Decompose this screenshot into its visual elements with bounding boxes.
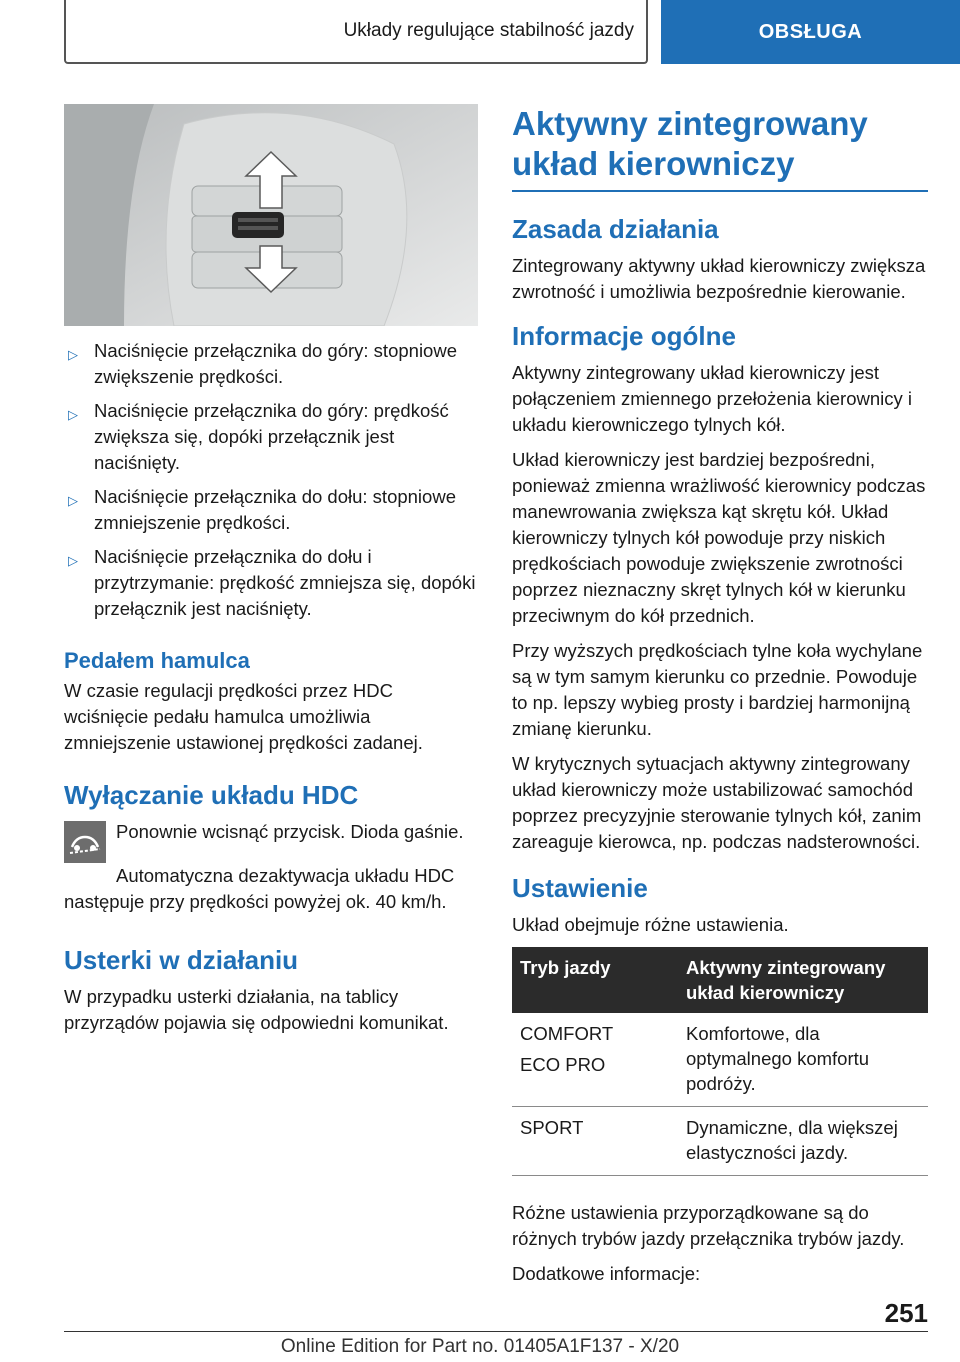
- triangle-bullet-icon: ▷: [68, 407, 78, 422]
- section-title: Układy regulujące stabilność jazdy: [343, 20, 634, 41]
- fault-heading: Usterki w działaniu: [64, 945, 299, 975]
- driving-modes-table: [512, 947, 928, 1176]
- additional-info-text: Dodatkowe informacje:: [512, 1263, 701, 1284]
- hdc-off-row: [64, 819, 478, 863]
- mode-comfort: COMFORT: [520, 1023, 614, 1044]
- chapter-tab: OBSŁUGA: [661, 0, 960, 64]
- triangle-bullet-icon: ▷: [68, 553, 78, 568]
- general-paragraph: Aktywny zintegrowany układ kierowniczy jest połączeniem zmiennego przełożenia kierownicy i układu kierowniczego tylnych kół.: [512, 362, 913, 435]
- page-header: [64, 0, 648, 64]
- table-header-mode: Tryb jazdy: [512, 947, 678, 1013]
- mode-eco-pro: ECO PRO: [520, 1054, 606, 1075]
- table-header-steering: Aktywny zintegrowany układ kierowniczy: [678, 947, 928, 1013]
- general-paragraph: W krytycznych sytuacjach aktywny zintegrowany układ kierowniczy może ustabilizować samochód poprzez precyzyjnie sterowanie tylnych kół, zanim zareaguje kierowca, np. podczas nadsterowności.: [512, 753, 922, 852]
- footer-edition: Online Edition for Part no. 01405A1F137 - X/20: [280, 1336, 680, 1357]
- principle-text: Zintegrowany aktywny układ kierowniczy zwiększa zwrotność i umożliwia bezpośrednie kierowanie.: [512, 255, 926, 302]
- brake-heading: Pedałem hamulca: [64, 648, 250, 673]
- mode-description: Komfortowe, dla optymalnego komfortu podróży.: [678, 1013, 928, 1107]
- mode-sport: SPORT: [512, 1107, 678, 1176]
- left-column: [64, 104, 478, 1045]
- steering-wheel-switch-image: [64, 104, 478, 326]
- triangle-bullet-icon: ▷: [68, 347, 78, 362]
- section-title-steering: Aktywny zintegrowany układ kierowniczy: [512, 104, 928, 192]
- hdc-button-icon: [64, 821, 106, 863]
- hdc-off-text: Ponownie wcisnąć przycisk. Dioda gaśnie.: [116, 821, 464, 842]
- page-number: 251: [884, 1298, 928, 1328]
- table-row: [512, 1013, 928, 1107]
- setting-text: Układ obejmuje różne ustawienia.: [512, 914, 789, 935]
- general-paragraph: Przy wyższych prędkościach tylne koła wychylane są w tym samym kierunku co przednie. Powoduje to np. lepszy wybieg prosty i bardziej harmonijną zmianę kierunku.: [512, 640, 923, 739]
- list-item: ▷ Naciśnięcie przełącznika do góry: prędkość zwiększa się, dopóki przełącznik jest naciśnięty.: [68, 400, 449, 473]
- mode-description: Dynamiczne, dla większej elastyczności jazdy.: [678, 1107, 928, 1176]
- setting-heading: Ustawienie: [512, 873, 648, 903]
- principle-heading: Zasada działania: [512, 214, 719, 244]
- switch-actions-list: [64, 338, 478, 622]
- general-paragraph: Układ kierowniczy jest bardziej bezpośredni, ponieważ zmienna wrażliwość kierownicy podczas manewrowania zwiększa kąt skrętu kół. Układ kierowniczy tylnych kół powoduje przy niskich prędkościach powoduje zwiększenie zwrotności poprzez nieznaczny skręt tylnych kół w kierunku przeciwnym do kół przednich.: [512, 449, 926, 626]
- list-item: ▷ Naciśnięcie przełącznika do dołu: stopniowe zmniejszenie prędkości.: [68, 486, 456, 533]
- list-item: ▷ Naciśnięcie przełącznika do góry: stopniowe zwiększenie prędkości.: [68, 340, 457, 387]
- triangle-bullet-icon: ▷: [68, 493, 78, 508]
- fault-text: W przypadku usterki działania, na tablicy przyrządów pojawia się odpowiedni komunikat.: [64, 986, 449, 1033]
- hdc-auto-off-text: Automatyczna dezaktywacja układu HDC następuje przy prędkości powyżej ok. 40 km/h.: [64, 865, 455, 912]
- general-heading: Informacje ogólne: [512, 321, 736, 351]
- table-row: [512, 1107, 928, 1176]
- hdc-off-heading: Wyłączanie układu HDC: [64, 780, 359, 810]
- footer-divider: [64, 1331, 928, 1332]
- list-item: ▷ Naciśnięcie przełącznika do dołu i przytrzymanie: prędkość zmniejsza się, dopóki przełącznik jest naciśnięty.: [68, 546, 476, 619]
- right-column: [512, 104, 928, 1296]
- after-table-text: Różne ustawienia przyporządkowane są do różnych trybów jazdy przełącznika trybów jazdy.: [512, 1202, 905, 1249]
- brake-text: W czasie regulacji prędkości przez HDC wciśnięcie pedału hamulca umożliwia zmniejszenie ustawionej prędkości zadanej.: [64, 680, 423, 753]
